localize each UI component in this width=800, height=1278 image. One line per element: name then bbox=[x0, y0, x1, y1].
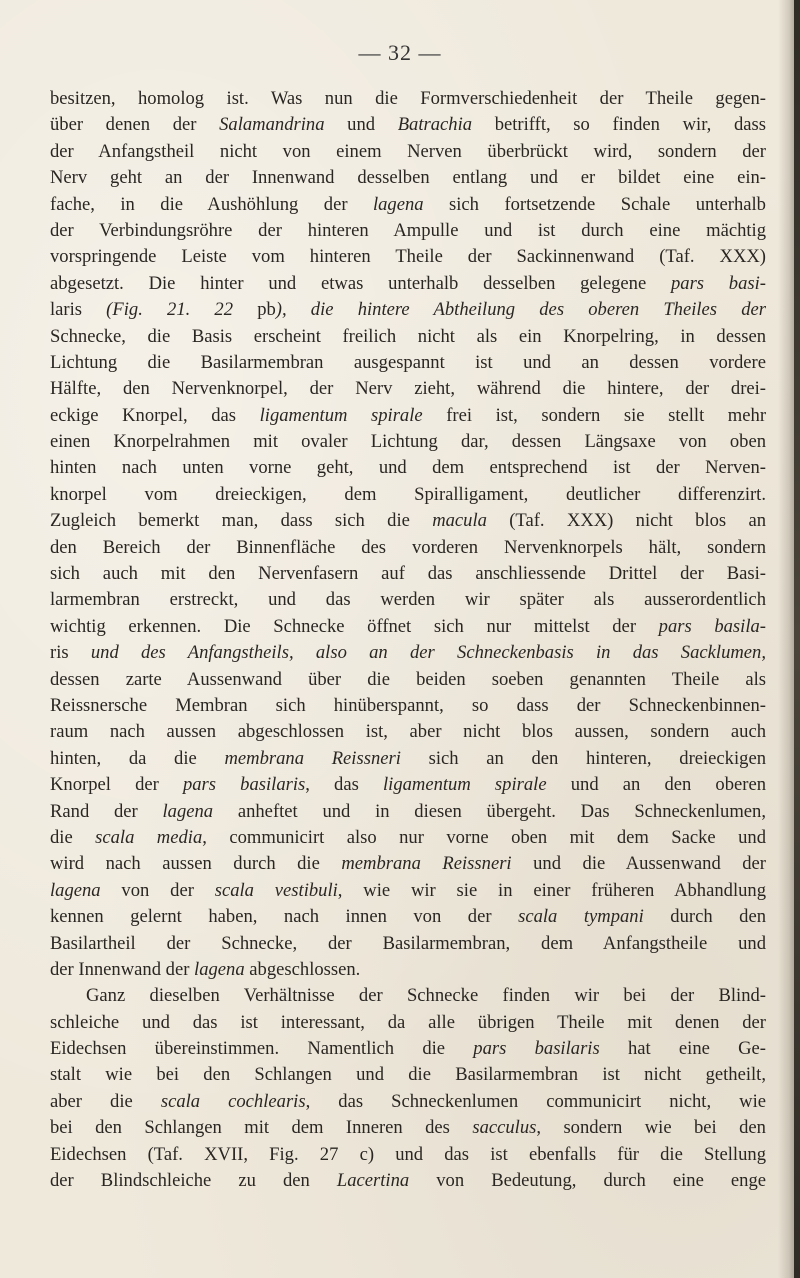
text-line: der Anfangstheil nicht von einem Nerven überbrückt wird, sondern der bbox=[50, 140, 766, 162]
italic-term: scala tympani bbox=[518, 906, 644, 928]
italic-term: scala vestibuli bbox=[214, 879, 338, 901]
text-line: Lichtung die Basilarmembran ausgespannt ist und an dessen vordere bbox=[50, 351, 766, 373]
book-binding-edge bbox=[794, 0, 800, 1278]
text-line: über denen der Salamandrina und Batrachia betrifft, so finden wir, dass bbox=[50, 114, 766, 136]
text-line: hinten nach unten vorne geht, und dem entsprechend ist der Nerven- bbox=[50, 457, 766, 479]
italic-term: macula bbox=[432, 510, 487, 532]
italic-term: (Fig. 21. 22 bbox=[82, 299, 258, 321]
italic-term: membrana Reissneri bbox=[341, 853, 512, 875]
text-line: lagena von der scala vestibuli, wie wir sie in einer früheren Abhandlung bbox=[50, 879, 766, 901]
text-line: der Verbindungsröhre der hinteren Ampulle und ist durch eine mächtig bbox=[50, 219, 766, 241]
text-line: kennen gelernt haben, nach innen von der scala tympani durch den bbox=[50, 906, 766, 928]
text-line: eckige Knorpel, das ligamentum spirale frei ist, sondern sie stellt mehr bbox=[50, 404, 767, 426]
text-line: die scala media, communicirt also nur vorne oben mit dem Sacke und bbox=[50, 826, 766, 848]
text-line: schleiche und das ist interessant, da alle übrigen Theile mit denen der bbox=[50, 1011, 766, 1033]
text-line: knorpel vom dreieckigen, dem Spiralligament, deutlicher differenzirt. bbox=[50, 483, 766, 505]
text-line: Rand der lagena anheftet und in diesen übergeht. Das Schneckenlumen, bbox=[50, 800, 766, 822]
italic-term: Salamandrina bbox=[219, 114, 325, 136]
text-line: Ganz dieselben Verhältnisse der Schnecke finden wir bei der Blind- bbox=[86, 985, 766, 1007]
text-line: Reissnersche Membran sich hinüberspannt, so dass der Schneckenbinnen- bbox=[50, 694, 766, 716]
text-line: aber die scala cochlearis, das Schneckenlumen communicirt nicht, wie bbox=[50, 1090, 766, 1112]
italic-term: pars basi- bbox=[670, 272, 766, 294]
italic-term: Lacertina bbox=[336, 1170, 410, 1192]
text-line: wichtig erkennen. Die Schnecke öffnet sich nur mittelst der pars basila- bbox=[50, 615, 766, 637]
text-line: larmembran erstreckt, und das werden wir später als ausserordentlich bbox=[50, 589, 766, 611]
text-line: Eidechsen (Taf. XVII, Fig. 27 c) und das ist ebenfalls für die Stellung bbox=[50, 1143, 766, 1165]
text-line: ris und des Anfangstheils, also an der Schneckenbasis in das Sacklumen, bbox=[50, 642, 766, 664]
italic-term: pars basilaris bbox=[473, 1038, 600, 1060]
text-line: Eidechsen übereinstimmen. Namentlich die pars basilaris hat eine Ge- bbox=[50, 1038, 766, 1060]
text-line: wird nach aussen durch die membrana Reissneri und die Aussenwand der bbox=[50, 853, 766, 875]
text-line: einen Knorpelrahmen mit ovaler Lichtung dar, dessen Längsaxe von oben bbox=[50, 431, 766, 453]
italic-term: lagena bbox=[50, 879, 101, 901]
text-line: dessen zarte Aussenwand über die beiden soeben genannten Theile als bbox=[50, 668, 766, 690]
text-line: Schnecke, die Basis erscheint freilich nicht als ein Knorpelring, in dessen bbox=[50, 325, 766, 347]
text-line: den Bereich der Binnenfläche des vorderen Nervenknorpels hält, sondern bbox=[50, 536, 766, 558]
italic-term: Batrachia bbox=[397, 114, 473, 136]
text-line: der Innenwand der lagena abgeschlossen. bbox=[50, 958, 361, 980]
italic-term: ligamentum spirale bbox=[382, 774, 547, 796]
italic-term: scala media bbox=[95, 826, 203, 848]
text-line: besitzen, homolog ist. Was nun die Formverschiedenheit der Theile gegen- bbox=[50, 88, 766, 109]
body-text bbox=[50, 86, 766, 1194]
italic-term: ligamentum spirale bbox=[259, 404, 423, 426]
italic-term: pars basilaris bbox=[182, 774, 306, 796]
italic-term: scala cochlearis bbox=[160, 1090, 306, 1112]
text-line: Hälfte, den Nervenknorpel, der Nerv zieht, während die hintere, der drei- bbox=[50, 378, 766, 400]
italic-term: lagena bbox=[372, 193, 424, 215]
italic-term: lagena bbox=[194, 958, 245, 980]
text-line: raum nach aussen abgeschlossen ist, aber nicht blos aussen, sondern auch bbox=[50, 721, 766, 743]
italic-term: membrana Reissneri bbox=[224, 747, 401, 769]
text-line: laris (Fig. 21. 22 pb), die hintere Abtheilung des oberen Theiles der bbox=[50, 299, 766, 321]
text-line: sich auch mit den Nervenfasern auf das anschliessende Drittel der Basi- bbox=[50, 563, 766, 585]
italic-term: und des Anfangstheils, also an der Schneckenbasis in das Sacklumen, bbox=[68, 642, 766, 664]
text-line: Nerv geht an der Innenwand desselben entlang und er bildet eine ein- bbox=[50, 167, 766, 189]
text-line: Knorpel der pars basilaris, das ligamentum spirale und an den oberen bbox=[50, 774, 767, 796]
page-number: — 32 — bbox=[358, 40, 442, 65]
italic-term: lagena bbox=[162, 800, 214, 822]
text-line: stalt wie bei den Schlangen und die Basilarmembran ist nicht getheilt, bbox=[50, 1064, 766, 1086]
text-line: Basilartheil der Schnecke, der Basilarmembran, dem Anfangstheile und bbox=[50, 932, 766, 954]
italic-term: ), die hintere Abtheilung des oberen Theiles der bbox=[275, 299, 766, 321]
text-line: hinten, da die membrana Reissneri sich an den hinteren, dreieckigen bbox=[50, 747, 766, 769]
italic-term: sacculus bbox=[472, 1117, 537, 1139]
text-line: fache, in die Aushöhlung der lagena sich fortsetzende Schale unterhalb bbox=[50, 193, 766, 215]
text-line: abgesetzt. Die hinter und etwas unterhalb desselben gelegene pars basi- bbox=[50, 272, 766, 294]
text-line: der Blindschleiche zu den Lacertina von Bedeutung, durch eine enge bbox=[50, 1170, 767, 1192]
text-line: vorspringende Leiste vom hinteren Theile der Sackinnenwand (Taf. XXX) bbox=[50, 246, 766, 268]
italic-term: pars basila- bbox=[658, 615, 766, 637]
text-line: bei den Schlangen mit dem Inneren des sacculus, sondern wie bei den bbox=[50, 1117, 766, 1139]
text-line: Zugleich bemerkt man, dass sich die macula (Taf. XXX) nicht blos an bbox=[50, 510, 766, 532]
